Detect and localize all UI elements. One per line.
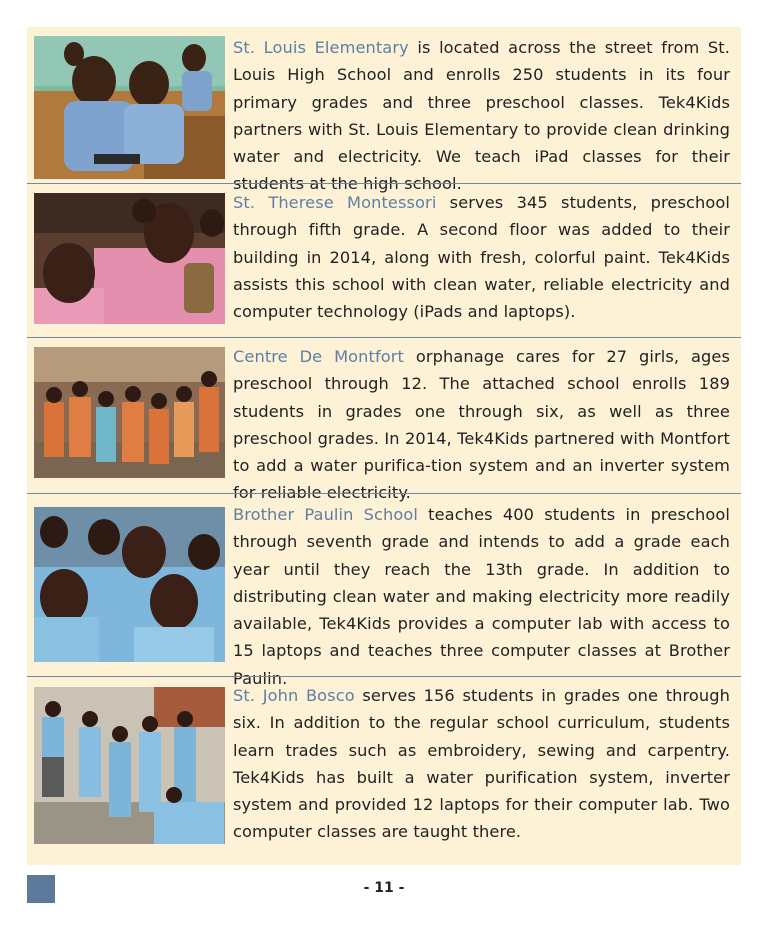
orphanage-group-photo [34, 347, 225, 478]
school-name: St. Louis Elementary [233, 38, 409, 57]
classroom-ipad-photo [34, 36, 225, 179]
school-entry [27, 493, 741, 688]
school-description: Centre De Montfort orphanage cares for 27 girls, ages preschool through 12. The attached school enrolls 189 students in grades one through six, as well as three preschool grades. In 2014, Tek4Kids partnered with Montfort to add a water purifica-tion system and an inverter system for reliable electricity. [233, 347, 730, 503]
school-entry [27, 676, 741, 866]
students-steps-photo [34, 687, 225, 844]
school-description: St. Therese Montessori serves 345 students, preschool through fifth grade. A second floor was added to their building in 2014, along with fresh, colorful paint. Tek4Kids assists this school with clean water, reliable electricity and computer technology (iPads and laptops). [233, 193, 730, 322]
school-name: Brother Paulin School [233, 505, 418, 524]
page-number: - 11 - [363, 880, 405, 896]
school-description: St. John Bosco serves 156 students in grades one through six. In addition to the regular school curriculum, students learn trades such as embroidery, sewing and carpentry. Tek4Kids has built a water purification system, inverter system and provided 12 laptops for their computer lab. Two computer classes are taught there. [233, 686, 731, 842]
school-entry [27, 27, 741, 194]
school-entry [27, 337, 741, 503]
school-name: Centre De Montfort [233, 347, 404, 366]
school-description: Brother Paulin School teaches 400 students in preschool through seventh grade and intends to add a grade each year until they reach the 13th grade. In addition to distributing clean water and making electricity more readily available, Tek4Kids provides a computer lab with access to 15 laptops and teaches three computer classes at Brother Paulin. [233, 505, 730, 688]
school-entry [27, 183, 741, 338]
smiling-children-photo [34, 193, 225, 324]
students-blue-uniforms-photo [34, 507, 225, 662]
content-panel [27, 27, 741, 865]
school-name: St. John Bosco [233, 686, 355, 705]
school-description: St. Louis Elementary is located across the street from St. Louis High School and enrolls 250 students in its four primary grades and three preschool classes. Tek4Kids partners with St. Louis Elementary to provide clean drinking water and electricity. We teach iPad classes for their students at the high school. [233, 38, 730, 194]
school-name: St. Therese Montessori [233, 193, 437, 212]
